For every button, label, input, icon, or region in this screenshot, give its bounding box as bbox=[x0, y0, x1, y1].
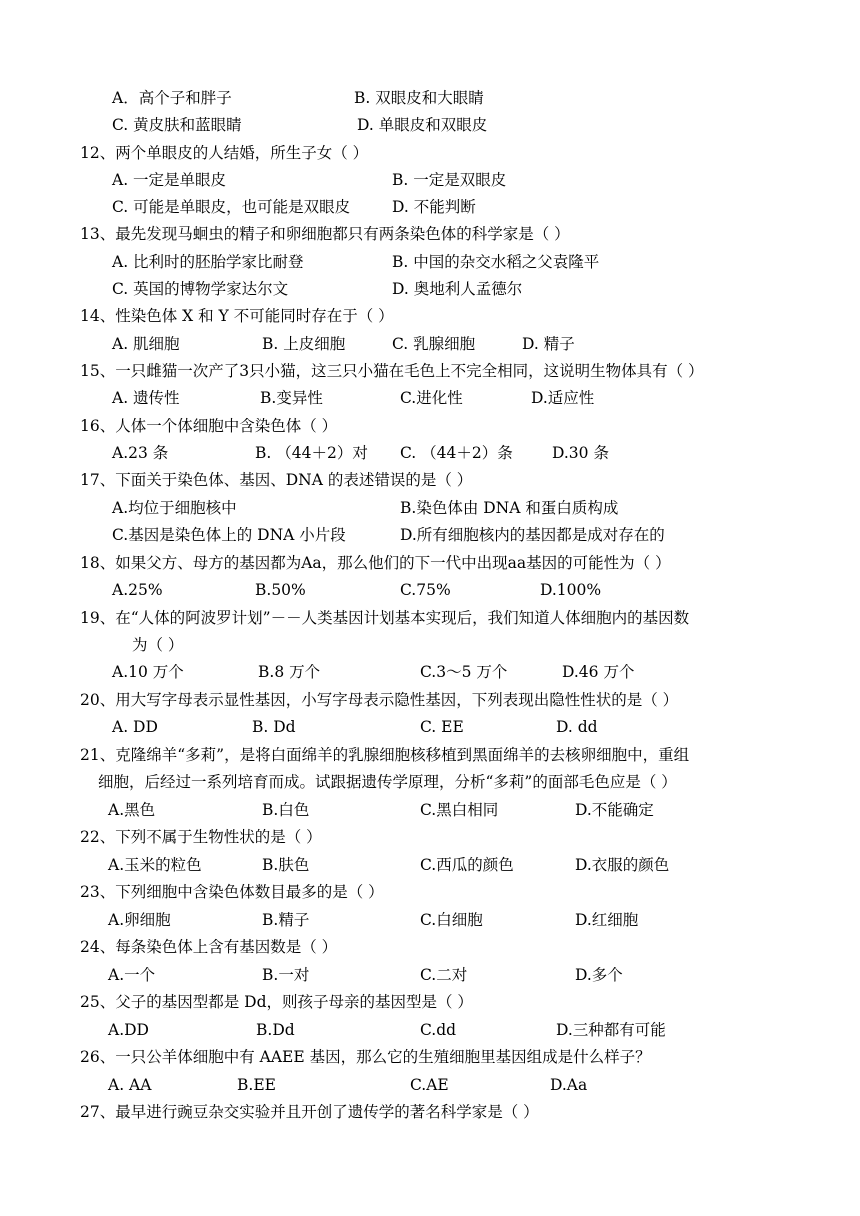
option-text: C. 英国的博物学家达尔文 bbox=[112, 280, 289, 298]
option-text: A.黑色 bbox=[108, 801, 156, 819]
option-text: B.一对 bbox=[262, 966, 310, 984]
option-text: A. 遗传性 bbox=[112, 389, 180, 407]
option-text: A.10 万个 bbox=[112, 663, 184, 681]
option-text: B.Dd bbox=[256, 1021, 295, 1039]
question-text: 26、一只公羊体细胞中有 AAEE 基因，那么它的生殖细胞里基因组成是什么样子？ bbox=[80, 1048, 651, 1066]
option-text: D.红细胞 bbox=[575, 911, 639, 929]
question-text: 15、一只雌猫一次产了3只小猫，这三只小猫在毛色上不完全相同，这说明生物体具有（ ） bbox=[80, 362, 704, 380]
option-text: A.DD bbox=[108, 1021, 149, 1039]
option-text: A. DD bbox=[112, 718, 158, 736]
option-text: A.25% bbox=[112, 581, 163, 599]
question-text: 27、最早进行豌豆杂交实验并且开创了遗传学的著名科学家是（ ） bbox=[80, 1103, 539, 1121]
option-text: C. 黄皮肤和蓝眼睛 bbox=[112, 116, 242, 134]
option-text: D. 精子 bbox=[522, 335, 575, 353]
option-text: D. 单眼皮和双眼皮 bbox=[357, 116, 488, 134]
question-text: 细胞，后经过一系列培育而成。试跟据遗传学原理，分析“多莉”的面部毛色应是（ ） bbox=[98, 773, 677, 791]
option-text: D.三种都有可能 bbox=[556, 1021, 666, 1039]
option-text: B.精子 bbox=[262, 911, 310, 929]
option-text: C.进化性 bbox=[400, 389, 463, 407]
question-text: 12、两个单眼皮的人结婚，所生子女（ ） bbox=[80, 144, 369, 162]
option-text: B. 中国的杂交水稻之父袁隆平 bbox=[392, 253, 600, 271]
question-text: 25、父子的基因型都是 Dd，则孩子母亲的基因型是（ ） bbox=[80, 993, 473, 1011]
option-text: B. （44＋2）对 bbox=[255, 444, 368, 462]
option-text: D.46 万个 bbox=[562, 663, 635, 681]
option-text: A. 肌细胞 bbox=[112, 335, 180, 353]
option-text: A.玉米的粒色 bbox=[108, 856, 202, 874]
question-text: 17、下面关于染色体、基因、DNA 的表述错误的是（ ） bbox=[80, 471, 473, 489]
option-text: A.卵细胞 bbox=[108, 911, 171, 929]
option-text: D.多个 bbox=[575, 966, 623, 984]
option-text: D.不能确定 bbox=[575, 801, 654, 819]
option-text: C. 乳腺细胞 bbox=[392, 335, 476, 353]
option-text: A.23 条 bbox=[112, 444, 169, 462]
question-text: 19、在“人体的阿波罗计划”－－人类基因计划基本实现后，我们知道人体细胞内的基因数 bbox=[80, 609, 690, 627]
question-text: 20、用大写字母表示显性基因，小写字母表示隐性基因，下列表现出隐性性状的是（ ） bbox=[80, 691, 679, 709]
question-text: 14、性染色体 X 和 Y 不可能同时存在于（ ） bbox=[80, 307, 394, 325]
option-text: B.EE bbox=[237, 1076, 276, 1094]
option-text: C.二对 bbox=[420, 966, 468, 984]
question-text: 22、下列不属于生物性状的是（ ） bbox=[80, 828, 322, 846]
question-text: 13、最先发现马蛔虫的精子和卵细胞都只有两条染色体的科学家是（ ） bbox=[80, 225, 570, 243]
option-text: B.变异性 bbox=[260, 389, 323, 407]
option-text: B. 双眼皮和大眼睛 bbox=[354, 89, 484, 107]
option-text: B.染色体由 DNA 和蛋白质构成 bbox=[400, 499, 619, 517]
option-text: D. 奥地利人孟德尔 bbox=[392, 280, 523, 298]
option-text: D.所有细胞核内的基因都是成对存在的 bbox=[400, 526, 665, 544]
option-text: D. 不能判断 bbox=[392, 198, 476, 216]
option-text: B.白色 bbox=[262, 801, 310, 819]
option-text: D.适应性 bbox=[531, 389, 595, 407]
option-text: D.衣服的颜色 bbox=[575, 856, 670, 874]
option-text: C.3～5 万个 bbox=[420, 663, 508, 681]
question-text: 18、如果父方、母方的基因都为Aa，那么他们的下一代中出现aa基因的可能性为（ ） bbox=[80, 554, 671, 572]
option-text: D.100% bbox=[540, 581, 602, 599]
question-text: 23、下列细胞中含染色体数目最多的是（ ） bbox=[80, 883, 384, 901]
option-text: B.50% bbox=[255, 581, 306, 599]
option-text: B. 上皮细胞 bbox=[262, 335, 346, 353]
option-text: A．高个子和胖子 bbox=[112, 89, 232, 107]
option-text: D.30 条 bbox=[552, 444, 609, 462]
option-text: C.西瓜的颜色 bbox=[420, 856, 514, 874]
option-text: A.均位于细胞核中 bbox=[112, 499, 237, 517]
option-text: C. （44＋2）条 bbox=[400, 444, 513, 462]
option-text: C.75% bbox=[400, 581, 451, 599]
option-text: A. AA bbox=[108, 1076, 152, 1094]
option-text: C.基因是染色体上的 DNA 小片段 bbox=[112, 526, 346, 544]
option-text: B.8 万个 bbox=[258, 663, 321, 681]
option-text: C.AE bbox=[410, 1076, 449, 1094]
option-text: B.肤色 bbox=[262, 856, 310, 874]
option-text: C. 可能是单眼皮，也可能是双眼皮 bbox=[112, 198, 351, 216]
option-text: C.黑白相同 bbox=[420, 801, 499, 819]
option-text: A. 比利时的胚胎学家比耐登 bbox=[112, 253, 304, 271]
option-text: B. 一定是双眼皮 bbox=[392, 171, 507, 189]
question-text: 为（ ） bbox=[132, 636, 184, 654]
option-text: A.一个 bbox=[108, 966, 156, 984]
question-text: 16、人体一个体细胞中含染色体（ ） bbox=[80, 417, 338, 435]
question-text: 24、每条染色体上含有基因数是（ ） bbox=[80, 938, 338, 956]
option-text: D.Aa bbox=[550, 1076, 588, 1094]
question-text: 21、克隆绵羊“多莉”，是将白面绵羊的乳腺细胞核移植到黑面绵羊的去核卵细胞中，重组 bbox=[80, 746, 690, 764]
option-text: C.白细胞 bbox=[420, 911, 483, 929]
option-text: A. 一定是单眼皮 bbox=[112, 171, 227, 189]
option-text: D. dd bbox=[556, 718, 598, 736]
option-text: B. Dd bbox=[252, 718, 296, 736]
option-text: C.dd bbox=[420, 1021, 457, 1039]
option-text: C. EE bbox=[420, 718, 464, 736]
